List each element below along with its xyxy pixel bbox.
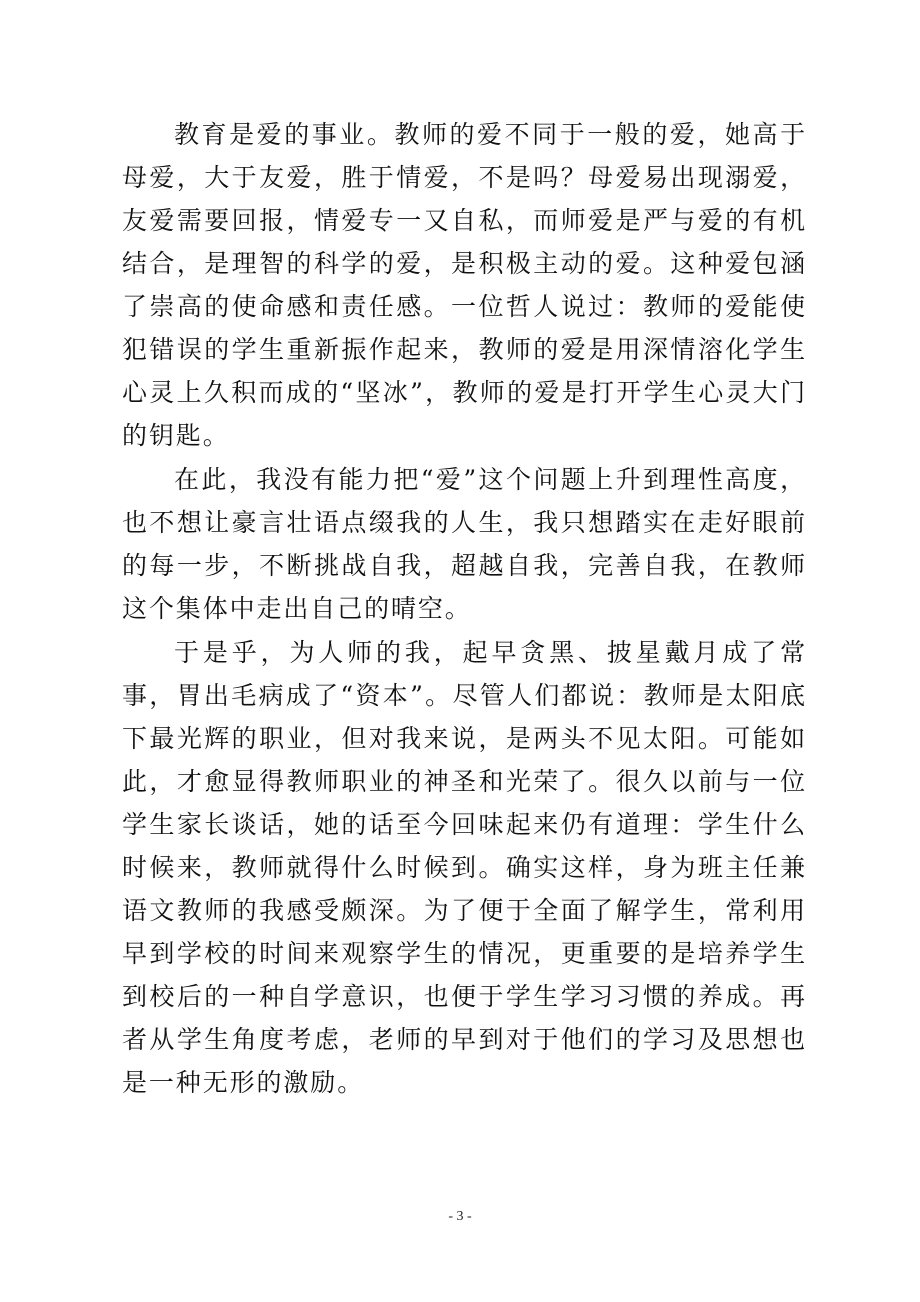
paragraph-2: 在此，我没有能力把“爱”这个问题上升到理性高度，也不想让豪言壮语点缀我的人生，我只想踏实在走好眼前的每一步，不断挑战自我，超越自我，完善自我，在教师这个集体中走出自己的晴空。 [122, 465, 807, 623]
body-text [122, 113, 807, 1105]
page-number: - 3 - [448, 1209, 472, 1224]
paragraph-3: 于是乎，为人师的我，起早贪黑、披星戴月成了常事，胃出毛病成了“资本”。尽管人们都说：教师是太阳底下最光辉的职业，但对我来说，是两头不见太阳。可能如此，才愈显得教师职业的神圣和光荣了。很久以前与一位学生家长谈话，她的话至今回味起来仍有道理：学生什么时候来，教师就得什么时候到。确实这样，身为班主任兼语文教师的我感受颇深。为了便于全面了解学生，常利用早到学校的时间来观察学生的情况，更重要的是培养学生到校后的一种自学意识，也便于学生学习习惯的养成。再者从学生角度考虑，老师的早到对于他们的学习及思想也是一种无形的激励。 [122, 638, 807, 1097]
paragraph-1: 教育是爱的事业。教师的爱不同于一般的爱，她高于母爱，大于友爱，胜于情爱，不是吗？母爱易出现溺爱，友爱需要回报，情爱专一又自私，而师爱是严与爱的有机结合，是理智的科学的爱，是积极主动的爱。这种爱包涵了崇高的使命感和责任感。一位哲人说过：教师的爱能使犯错误的学生重新振作起来，教师的爱是用深情溶化学生心灵上久积而成的“坚冰”，教师的爱是打开学生心灵大门的钥匙。 [122, 120, 807, 450]
